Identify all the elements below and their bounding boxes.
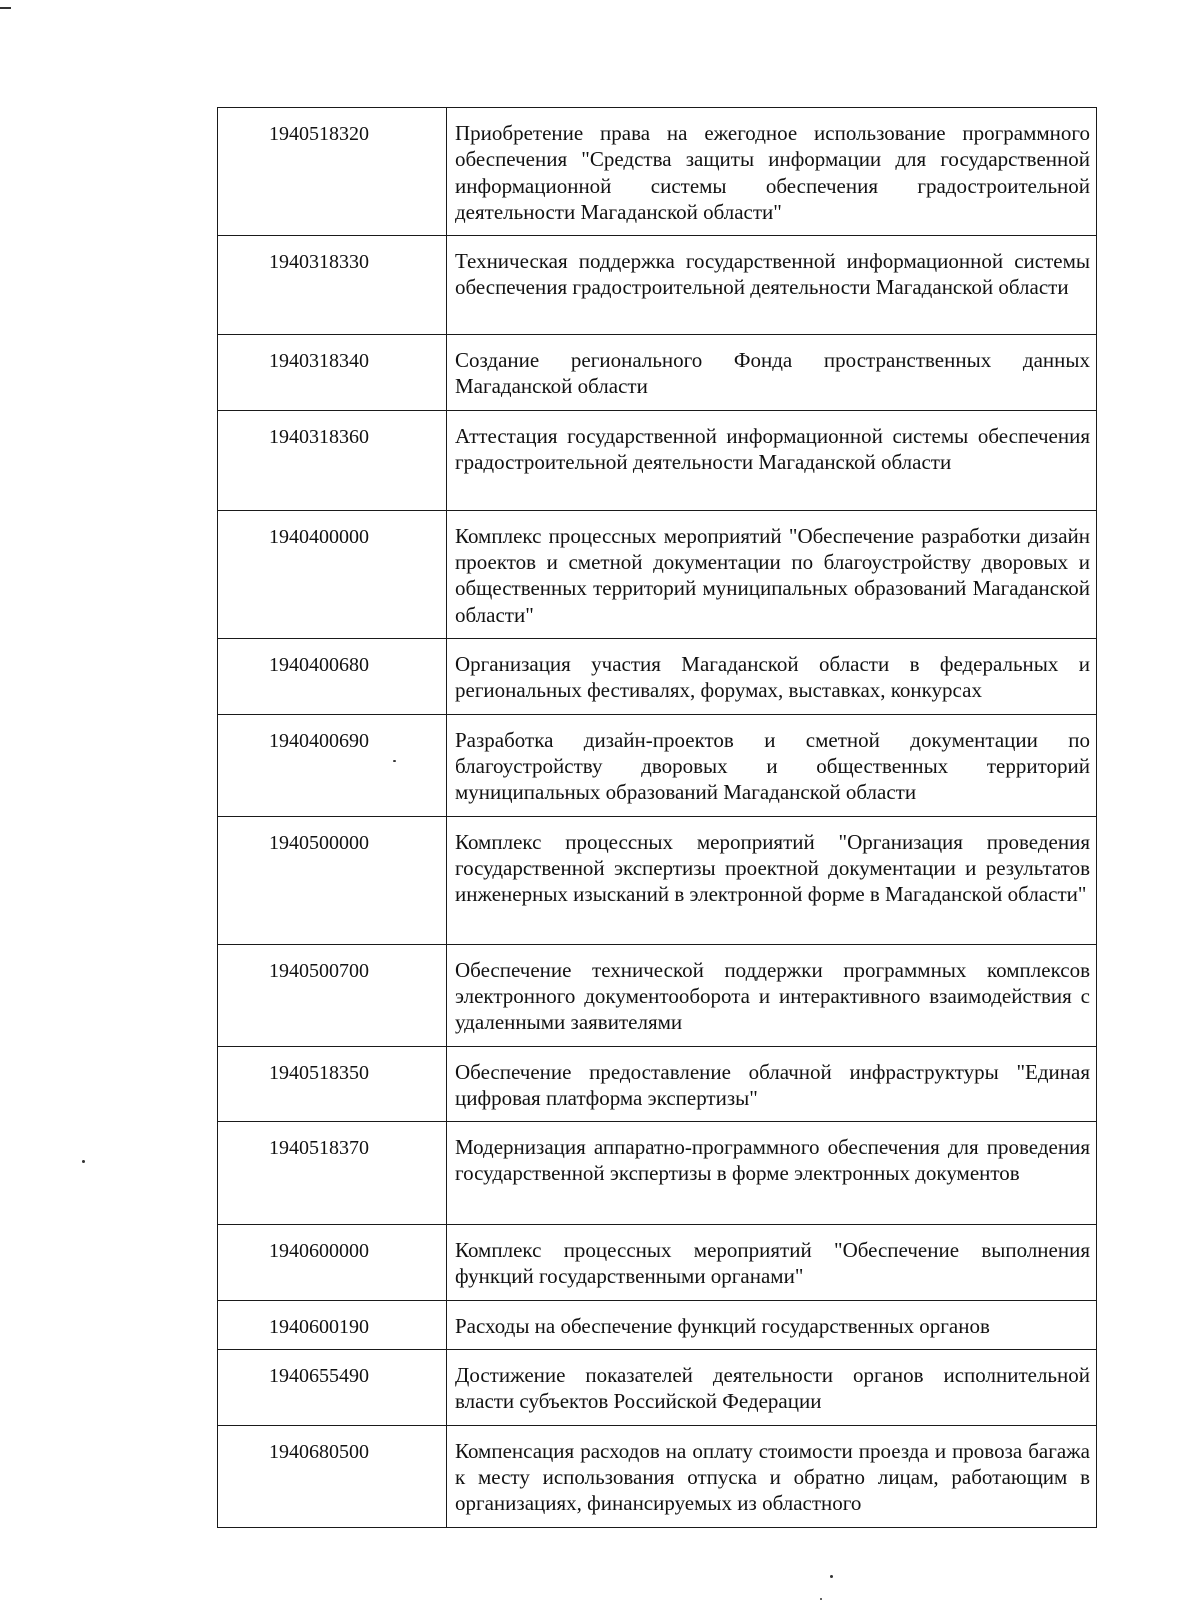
row-code: 1940318330 bbox=[218, 236, 447, 335]
row-code: 1940500700 bbox=[218, 944, 447, 1046]
row-code: 1940400680 bbox=[218, 638, 447, 714]
row-code: 1940518370 bbox=[218, 1122, 447, 1225]
row-description: Техническая поддержка государственной информационной системы обеспечения градостроительной деятельности Магаданской области bbox=[447, 236, 1097, 335]
row-code: 1940518320 bbox=[218, 108, 447, 236]
row-code: 1940655490 bbox=[218, 1350, 447, 1426]
row-code: 1940600190 bbox=[218, 1300, 447, 1349]
row-description: Расходы на обеспечение функций государственных органов bbox=[447, 1300, 1097, 1349]
row-description: Комплекс процессных мероприятий "Обеспечение выполнения функций государственными органами" bbox=[447, 1225, 1097, 1301]
table-row bbox=[218, 638, 1097, 714]
scan-speck bbox=[820, 1598, 822, 1600]
row-code: 1940318340 bbox=[218, 335, 447, 411]
row-code: 1940600000 bbox=[218, 1225, 447, 1301]
row-code: 1940500000 bbox=[218, 816, 447, 944]
scan-speck bbox=[830, 1575, 833, 1578]
row-description: Обеспечение технической поддержки программных комплексов электронного документооборота и интерактивного взаимодействия с удаленными заявителями bbox=[447, 944, 1097, 1046]
row-description: Организация участия Магаданской области в федеральных и региональных фестивалях, форумах, выставках, конкурсах bbox=[447, 638, 1097, 714]
budget-classification-table bbox=[217, 107, 1097, 1528]
scan-speck bbox=[393, 760, 396, 762]
row-code: 1940518350 bbox=[218, 1046, 447, 1122]
table-row bbox=[218, 1350, 1097, 1426]
table-row bbox=[218, 108, 1097, 236]
table-row bbox=[218, 510, 1097, 638]
table-row bbox=[218, 714, 1097, 816]
row-description: Обеспечение предоставление облачной инфраструктуры "Единая цифровая платформа экспертизы" bbox=[447, 1046, 1097, 1122]
row-code: 1940400000 bbox=[218, 510, 447, 638]
row-description: Создание регионального Фонда пространственных данных Магаданской области bbox=[447, 335, 1097, 411]
scan-speck bbox=[82, 1160, 85, 1163]
row-code: 1940680500 bbox=[218, 1425, 447, 1527]
row-code: 1940318360 bbox=[218, 410, 447, 510]
row-description: Аттестация государственной информационной системы обеспечения градостроительной деятельности Магаданской области bbox=[447, 410, 1097, 510]
row-description: Разработка дизайн-проектов и сметной документации по благоустройству дворовых и общественных территорий муниципальных образований Магаданской области bbox=[447, 714, 1097, 816]
table-row bbox=[218, 1425, 1097, 1527]
table-row bbox=[218, 410, 1097, 510]
table-row bbox=[218, 1225, 1097, 1301]
row-description: Компенсация расходов на оплату стоимости проезда и провоза багажа к месту использования отпуска и обратно лицам, работающим в организациях, финансируемых из областного bbox=[447, 1425, 1097, 1527]
row-description: Достижение показателей деятельности органов исполнительной власти субъектов Российской Федерации bbox=[447, 1350, 1097, 1426]
table-row bbox=[218, 335, 1097, 411]
row-description: Комплекс процессных мероприятий "Обеспечение разработки дизайн проектов и сметной документации по благоустройству дворовых и общественных территорий муниципальных образований Магаданской области" bbox=[447, 510, 1097, 638]
table-row bbox=[218, 816, 1097, 944]
row-description: Комплекс процессных мероприятий "Организация проведения государственной экспертизы проектной документации и результатов инженерных изысканий в электронной форме в Магаданской области" bbox=[447, 816, 1097, 944]
scan-corner-mark bbox=[0, 7, 11, 9]
table-row bbox=[218, 944, 1097, 1046]
table-row bbox=[218, 1122, 1097, 1225]
table-row bbox=[218, 236, 1097, 335]
table-row bbox=[218, 1046, 1097, 1122]
table-row bbox=[218, 1300, 1097, 1349]
row-description: Приобретение права на ежегодное использование программного обеспечения "Средства защиты информации для государственной информационной системы обеспечения градостроительной деятельности Магаданской области" bbox=[447, 108, 1097, 236]
row-code: 1940400690 bbox=[218, 714, 447, 816]
row-description: Модернизация аппаратно-программного обеспечения для проведения государственной экспертизы в форме электронных документов bbox=[447, 1122, 1097, 1225]
